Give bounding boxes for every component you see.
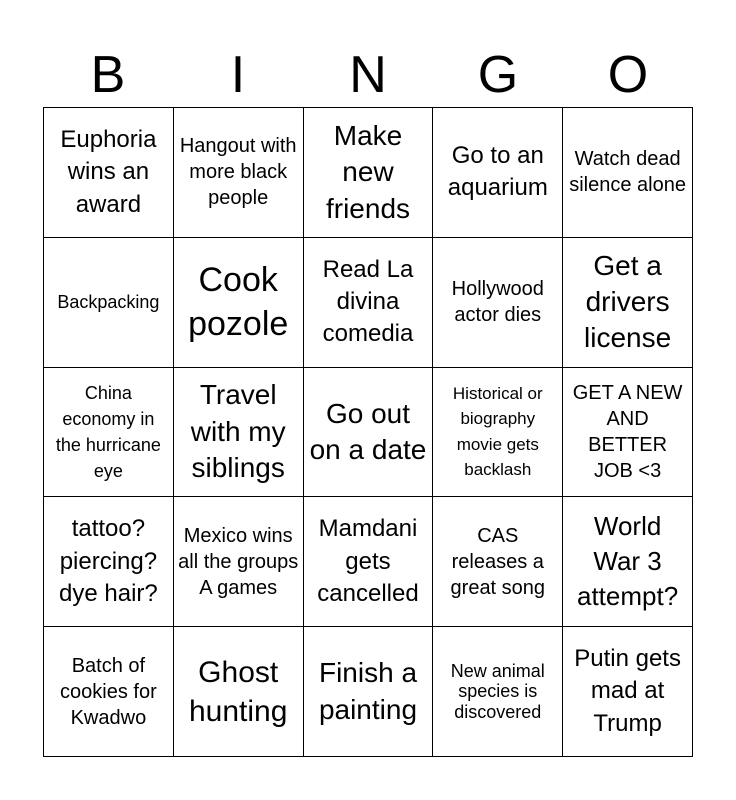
bingo-cell[interactable]: CAS releases a great song xyxy=(433,497,563,627)
bingo-cell[interactable]: Hangout with more black people xyxy=(174,108,304,238)
bingo-cell[interactable]: Read La divina comedia xyxy=(304,238,434,368)
bingo-cell[interactable]: World War 3 attempt? xyxy=(563,497,693,627)
header-letter-g: G xyxy=(477,46,519,104)
header-letter-o: O xyxy=(607,46,649,104)
bingo-cell[interactable]: Putin gets mad at Trump xyxy=(563,627,693,757)
bingo-cell[interactable]: Get a drivers license xyxy=(563,238,693,368)
bingo-cell[interactable]: Backpacking xyxy=(44,238,174,368)
bingo-cell[interactable]: Watch dead silence alone xyxy=(563,108,693,238)
bingo-cell[interactable]: China economy in the hurricane eye xyxy=(44,368,174,498)
bingo-cell[interactable]: New animal species is discovered xyxy=(433,627,563,757)
bingo-header xyxy=(43,44,693,106)
header-letter-i: I xyxy=(230,46,246,104)
bingo-cell[interactable]: Go out on a date xyxy=(304,368,434,498)
bingo-cell[interactable]: Cook pozole xyxy=(174,238,304,368)
header-letter-b: B xyxy=(90,46,126,104)
bingo-cell[interactable]: Mexico wins all the groups A games xyxy=(174,497,304,627)
bingo-cell[interactable]: Mamdani gets cancelled xyxy=(304,497,434,627)
bingo-cell[interactable]: Batch of cookies for Kwadwo xyxy=(44,627,174,757)
bingo-cell[interactable]: GET A NEW AND BETTER JOB <3 xyxy=(563,368,693,498)
bingo-cell[interactable]: Make new friends xyxy=(304,108,434,238)
header-letter-n: N xyxy=(349,46,387,104)
bingo-grid xyxy=(43,107,693,757)
bingo-cell[interactable]: Euphoria wins an award xyxy=(44,108,174,238)
bingo-cell[interactable]: Travel with my siblings xyxy=(174,368,304,498)
bingo-cell[interactable]: Ghost hunting xyxy=(174,627,304,757)
bingo-cell[interactable]: Go to an aquarium xyxy=(433,108,563,238)
bingo-cell[interactable]: tattoo? piercing? dye hair? xyxy=(44,497,174,627)
bingo-cell[interactable]: Historical or biography movie gets backlash xyxy=(433,368,563,498)
bingo-cell[interactable]: Hollywood actor dies xyxy=(433,238,563,368)
bingo-cell[interactable]: Finish a painting xyxy=(304,627,434,757)
